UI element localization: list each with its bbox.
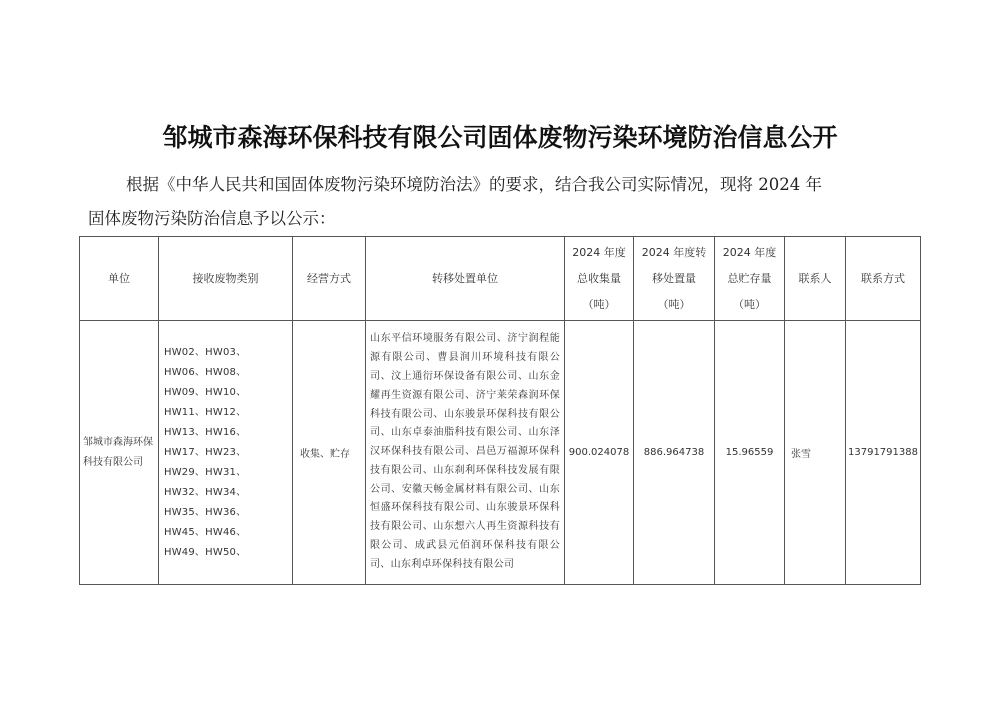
header-contact-method: 联系方式 — [846, 237, 921, 321]
document-title: 邹城市森海环保科技有限公司固体废物污染环境防治信息公开 — [162, 123, 838, 152]
cell-unit: 邹城市森海环保科技有限公司 — [80, 321, 159, 585]
header-total-collected-line: 总收集量 — [577, 271, 621, 285]
header-waste-types: 接收废物类别 — [159, 237, 293, 321]
table-row — [80, 321, 921, 585]
header-total-transferred-line: （吨） — [657, 297, 691, 311]
intro-line-1: 根据《中华人民共和国固体废物污染环境防治法》的要求，结合我公司实际情况，现将 2024 年 — [126, 175, 822, 194]
header-total-stored-line: （吨） — [733, 297, 766, 311]
header-unit: 单位 — [80, 237, 159, 321]
header-contact-person: 联系人 — [785, 237, 846, 321]
cell-contact-method: 13791791388 — [846, 321, 921, 585]
disclosure-table — [79, 236, 921, 585]
cell-total-transferred: 886.964738 — [634, 321, 715, 585]
header-total-transferred — [634, 237, 715, 321]
header-disposal-unit: 转移处置单位 — [366, 237, 565, 321]
header-total-collected — [565, 237, 634, 321]
header-total-transferred-line: 移处置量 — [652, 271, 696, 285]
header-business-mode: 经营方式 — [293, 237, 366, 321]
header-total-collected-line: 2024 年度 — [572, 245, 626, 259]
table-header-row — [80, 237, 921, 321]
header-total-stored-line: 总贮存量 — [727, 271, 772, 285]
intro-line-2: 固体废物污染防治信息予以公示： — [88, 209, 336, 228]
cell-total-stored: 15.96559 — [715, 321, 785, 585]
header-total-collected-line: （吨） — [582, 297, 616, 311]
cell-waste-types: HW02、HW03、HW06、HW08、HW09、HW10、HW11、HW12、HW13、HW16、HW17、HW23、HW29、HW31、HW32、HW34、HW35、HW36、HW45、HW46、HW49、HW50、 — [159, 321, 293, 585]
cell-contact-person: 张雪 — [785, 321, 846, 585]
header-total-transferred-line: 2024 年度转 — [641, 245, 707, 259]
header-total-stored — [715, 237, 785, 321]
cell-disposal-unit: 山东平信环境服务有限公司、济宁润程能源有限公司、曹县润川环境科技有限公司、汶上通衍环保设备有限公司、山东金耀再生资源有限公司、济宁莱荣森润环保科技有限公司、山东骏景环保科技有限公司、山东卓泰油脂科技有限公司、山东泽汉环保科技有限公司、昌邑万福源环保科技有限公司、山东刹利环保科技发展有限公司、安徽天畅金属材料有限公司、山东恒盛环保科技有限公司、山东骏景环保科技有限公司、山东想六人再生资源科技有限公司、成武县元佰润环保科技有限公司、山东利卓环保科技有限公司 — [366, 321, 565, 585]
cell-total-collected: 900.024078 — [565, 321, 634, 585]
header-total-stored-line: 2024 年度 — [722, 245, 777, 259]
intro-paragraph — [88, 168, 928, 236]
cell-business-mode: 收集、贮存 — [293, 321, 366, 585]
